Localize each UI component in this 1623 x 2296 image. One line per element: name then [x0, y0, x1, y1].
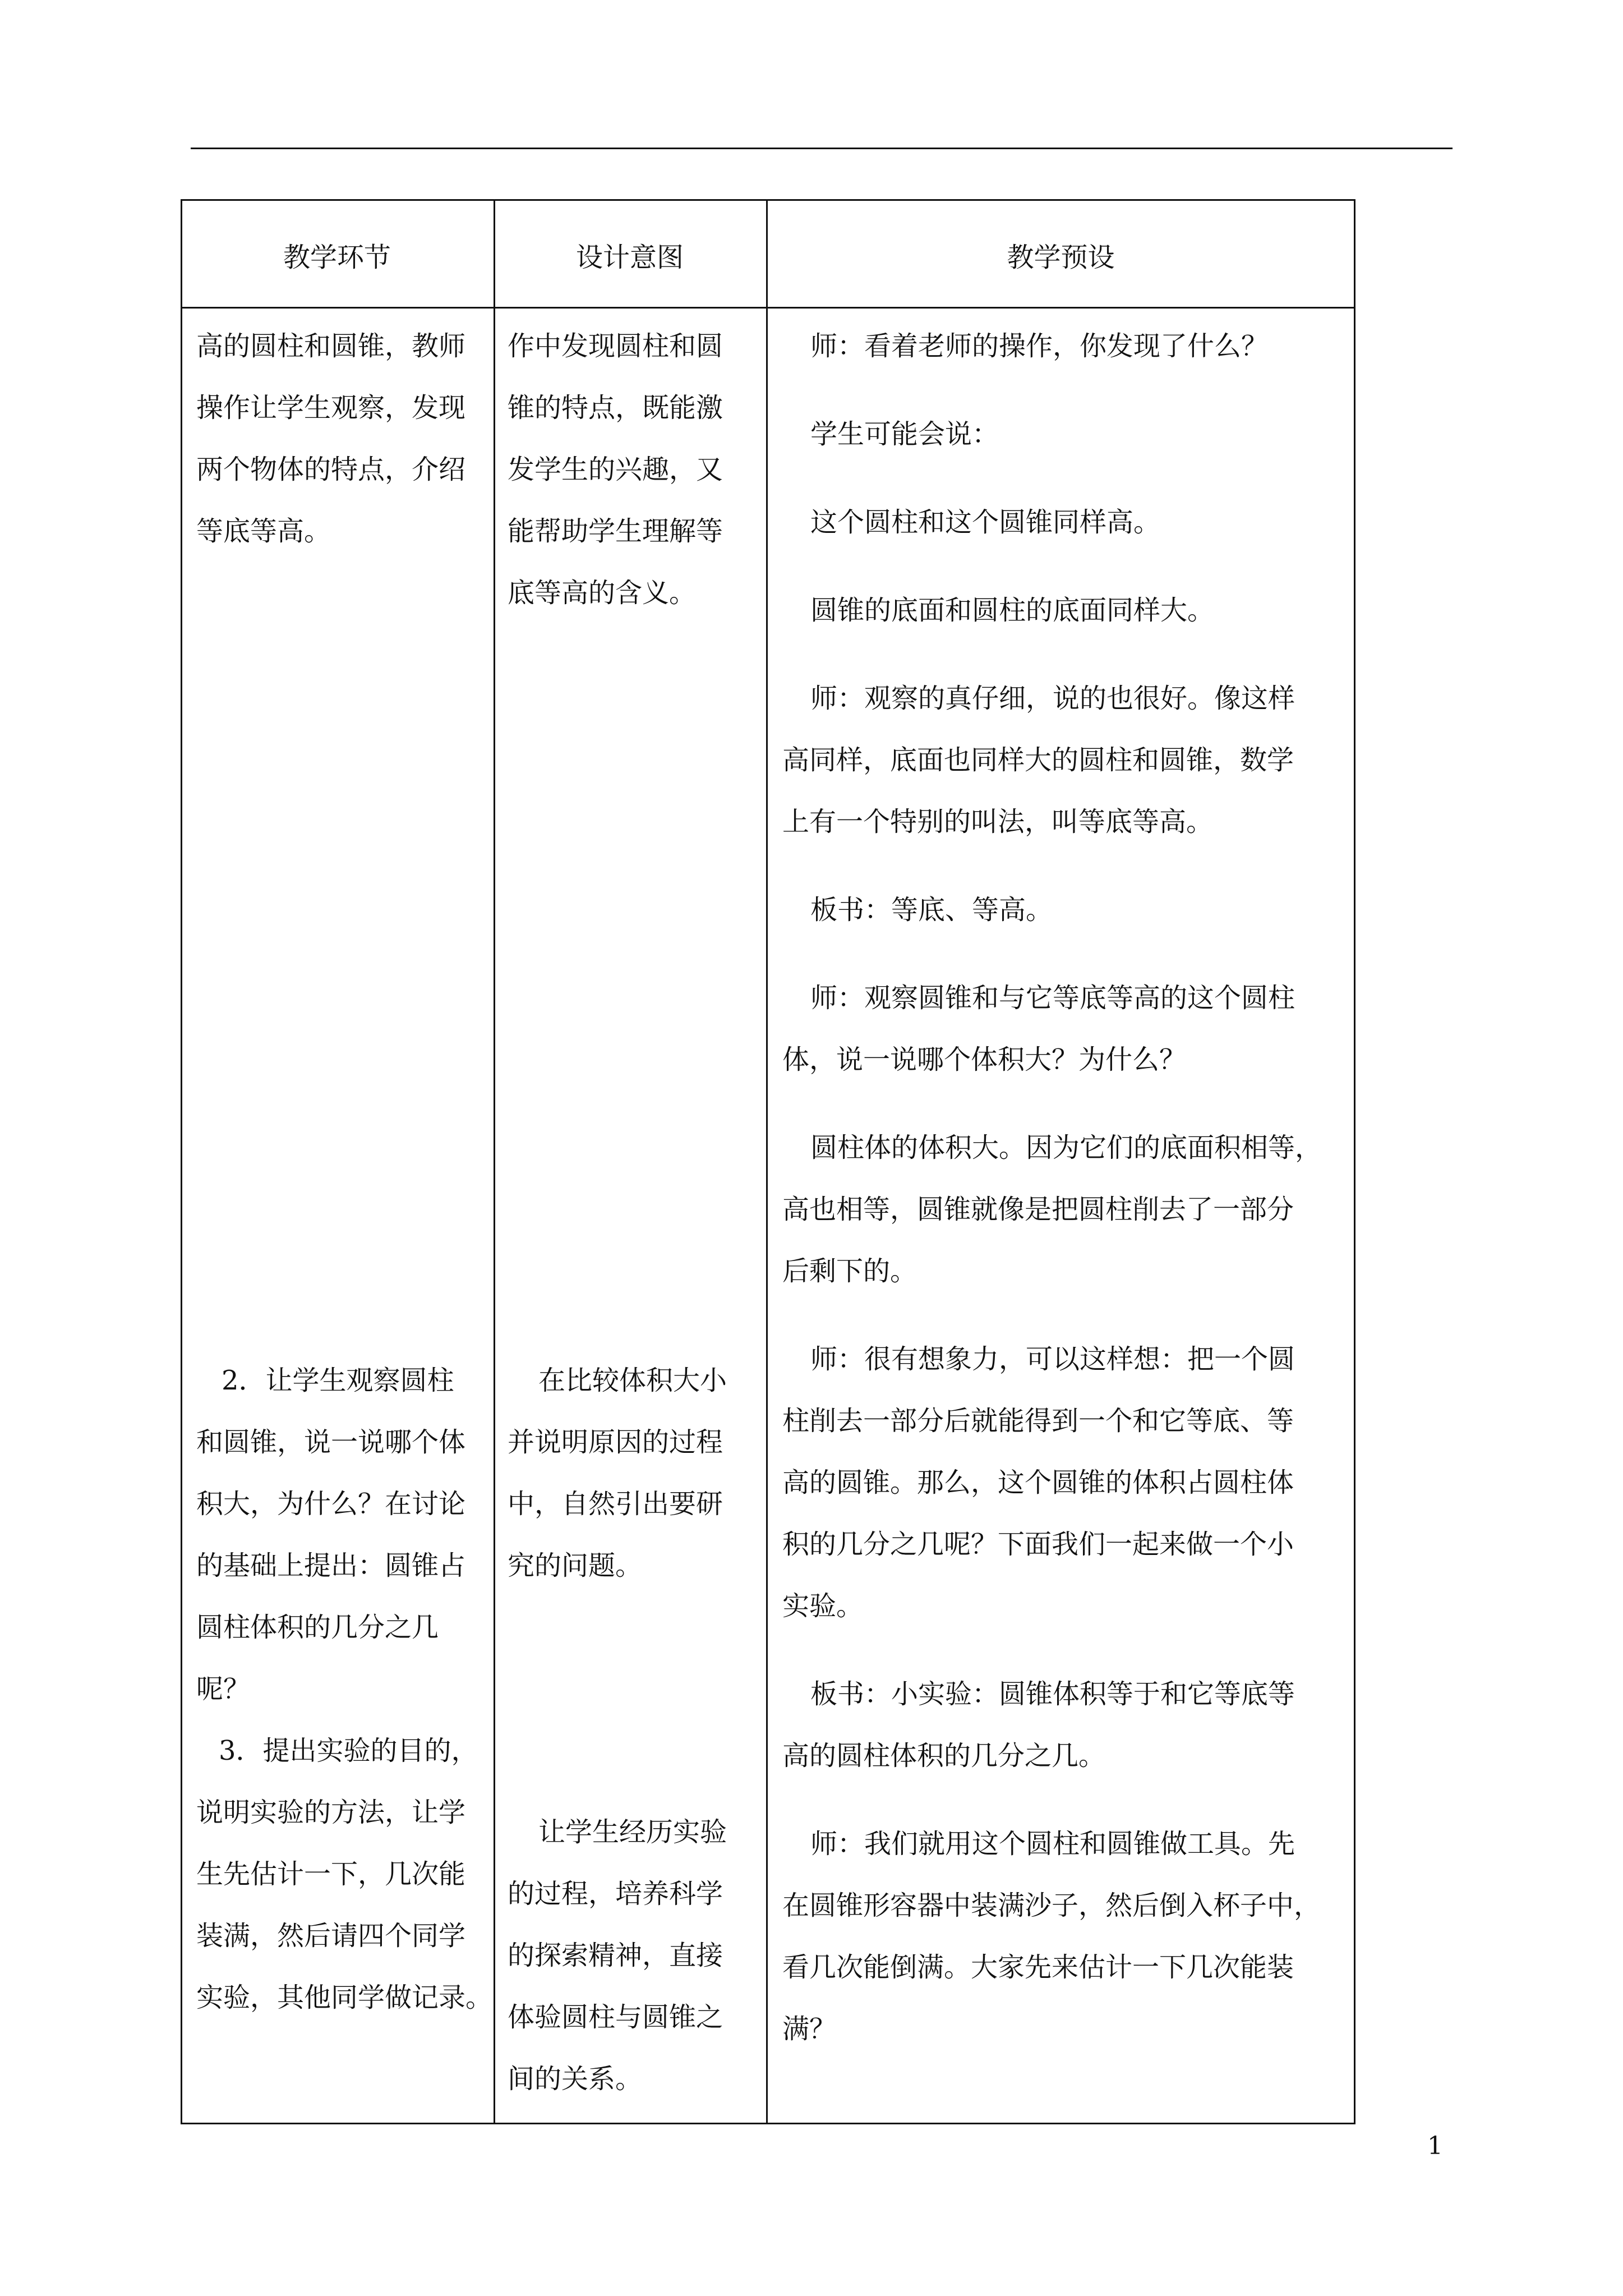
header-rule — [191, 148, 1453, 149]
col1-line: 操作让学生观察，发现 — [196, 392, 466, 424]
col3-line: 师：观察圆锥和与它等底等高的这个圆柱 — [810, 982, 1295, 1014]
col3-line: 板书：等底、等高。 — [810, 894, 1053, 926]
col2-line: 间的关系。 — [508, 2063, 643, 2095]
col3-line: 高的圆锥。那么，这个圆锥的体积占圆柱体 — [782, 1467, 1294, 1498]
col1-line: 圆柱体积的几分之几 — [196, 1612, 439, 1643]
col2-line: 锥的特点，既能激 — [508, 392, 723, 424]
col2-line: 的探索精神，直接 — [508, 1940, 723, 1971]
col3-line: 体，说一说哪个体积大？为什么？ — [782, 1044, 1187, 1075]
col1-line: 呢？ — [196, 1673, 251, 1705]
col2-line: 在比较体积大小 — [538, 1365, 727, 1396]
col3-line: 板书：小实验：圆锥体积等于和它等底等 — [810, 1678, 1295, 1710]
col2-line: 中，自然引出要研 — [508, 1488, 723, 1520]
col3-line: 满？ — [782, 2013, 837, 2045]
col3-line: 圆柱体的体积大。因为它们的底面积相等， — [810, 1132, 1322, 1163]
col3-line: 高的圆柱体积的几分之几。 — [782, 1740, 1106, 1772]
column-header: 设计意图 — [575, 242, 684, 273]
page-number: 1 — [1427, 2132, 1443, 2160]
col1-line: 3．提出实验的目的， — [219, 1735, 478, 1766]
col2-line: 作中发现圆柱和圆 — [508, 330, 723, 362]
col3-line: 师：很有想象力，可以这样想：把一个圆 — [810, 1343, 1295, 1375]
col3-line: 师：观察的真仔细，说的也很好。像这样 — [810, 683, 1295, 714]
col1-line: 装满，然后请四个同学 — [196, 1920, 466, 1952]
col1-line: 的基础上提出：圆锥占 — [196, 1550, 466, 1581]
col3-line: 后剩下的。 — [782, 1255, 917, 1287]
col1-line: 和圆锥，说一说哪个体 — [196, 1427, 466, 1458]
col1-line: 积大，为什么？在讨论 — [196, 1488, 466, 1520]
col3-line: 看几次能倒满。大家先来估计一下几次能装 — [782, 1952, 1294, 1983]
col2-line: 体验圆柱与圆锥之 — [508, 2001, 723, 2033]
col3-line: 积的几分之几呢？下面我们一起来做一个小 — [782, 1529, 1294, 1560]
col1-line: 等底等高。 — [196, 516, 331, 547]
column-header: 教学环节 — [283, 242, 391, 273]
col3-line: 学生可能会说： — [810, 418, 999, 450]
col3-line: 上有一个特别的叫法，叫等底等高。 — [782, 806, 1214, 838]
col3-line: 在圆锥形容器中装满沙子，然后倒入杯子中， — [782, 1890, 1321, 1921]
col3-line: 圆锥的底面和圆柱的底面同样大。 — [810, 595, 1215, 626]
col3-line: 高也相等，圆锥就像是把圆柱削去了一部分 — [782, 1194, 1294, 1225]
column-header: 教学预设 — [1007, 242, 1115, 273]
header-row-divider — [181, 307, 1355, 309]
column-divider — [494, 199, 495, 2124]
col3-line: 师：看着老师的操作，你发现了什么？ — [810, 330, 1269, 362]
col2-line: 并说明原因的过程 — [508, 1427, 723, 1458]
col3-line: 高同样，底面也同样大的圆柱和圆锥，数学 — [782, 744, 1294, 776]
col1-line: 2．让学生观察圆柱 — [222, 1365, 454, 1396]
col1-line: 实验，其他同学做记录。 — [196, 1982, 493, 2013]
col2-line: 底等高的含义。 — [508, 577, 697, 609]
col1-line: 生先估计一下，几次能 — [196, 1858, 466, 1890]
col3-line: 师：我们就用这个圆柱和圆锥做工具。先 — [810, 1828, 1295, 1860]
col2-line: 的过程，培养科学 — [508, 1878, 723, 1910]
col3-line: 这个圆柱和这个圆锥同样高。 — [810, 507, 1161, 538]
col2-line: 让学生经历实验 — [538, 1816, 727, 1848]
col2-line: 发学生的兴趣，又 — [508, 454, 723, 485]
col1-line: 两个物体的特点，介绍 — [196, 454, 466, 485]
col1-line: 说明实验的方法，让学 — [196, 1797, 466, 1828]
col2-line: 能帮助学生理解等 — [508, 516, 723, 547]
col2-line: 究的问题。 — [508, 1550, 643, 1581]
col1-line: 高的圆柱和圆锥，教师 — [196, 330, 466, 362]
column-divider — [766, 199, 768, 2124]
col3-line: 柱削去一部分后就能得到一个和它等底、等 — [782, 1405, 1294, 1437]
col3-line: 实验。 — [782, 1590, 864, 1622]
